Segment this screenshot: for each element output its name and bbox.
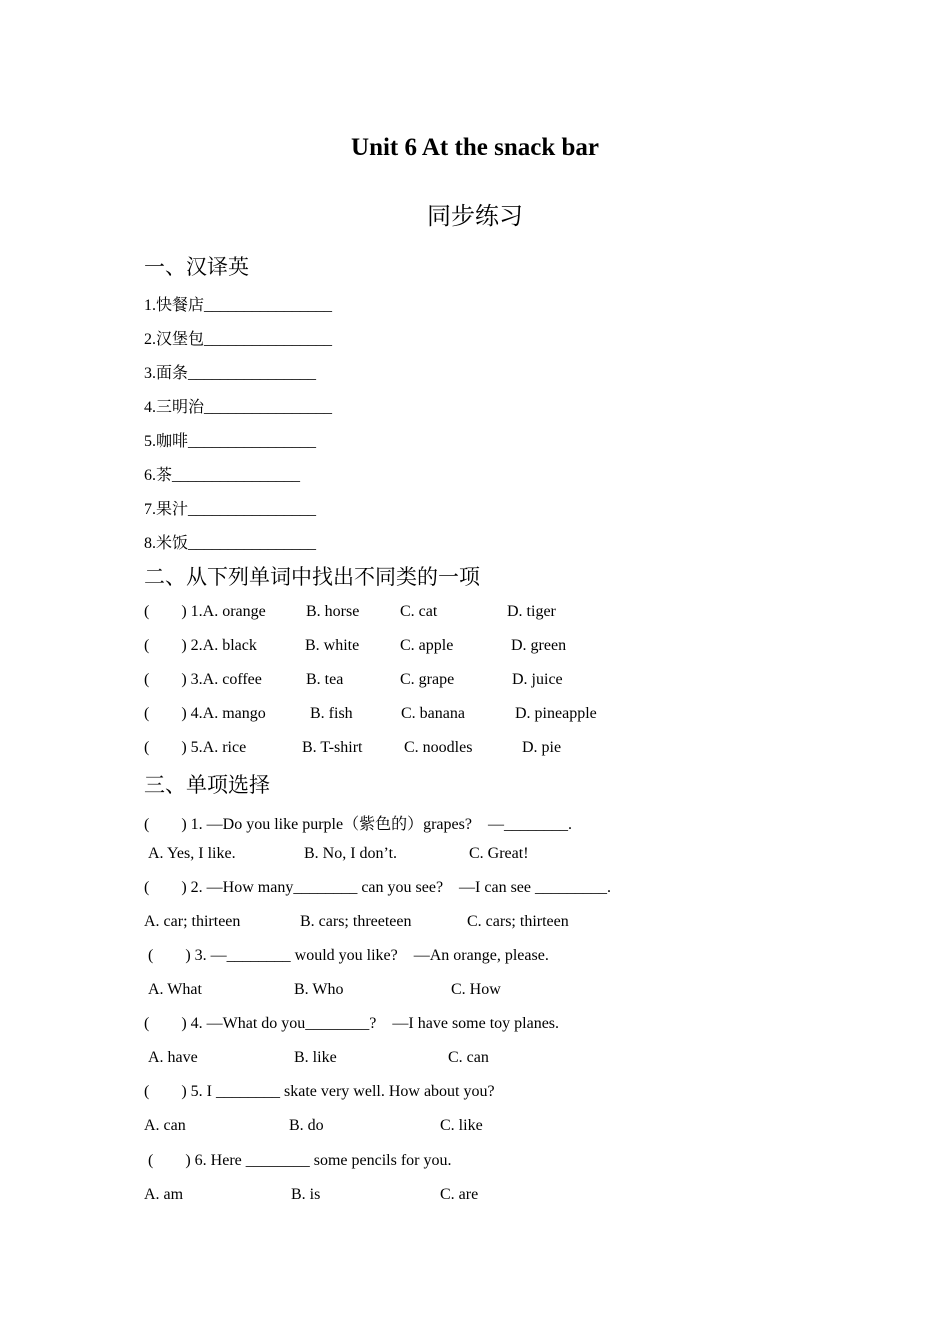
option-c: C. can — [448, 1049, 489, 1066]
option-b: B. cars; threeteen — [300, 913, 412, 930]
option-a: A. can — [144, 1117, 186, 1134]
option-c: C. grape — [400, 671, 455, 688]
option-b: B. white — [305, 637, 360, 654]
option-c: C. apple — [400, 637, 454, 654]
option-b: B. is — [291, 1186, 321, 1203]
odd-one-out-question: ( ) 2.A. black — [144, 637, 257, 654]
section2-heading: 二、从下列单词中找出不同类的一项 — [144, 565, 480, 589]
option-c: C. How — [451, 981, 501, 998]
option-a: A. What — [148, 981, 202, 998]
option-c: C. banana — [401, 705, 465, 722]
translation-item: 1.快餐店________________ — [144, 297, 333, 314]
section3-heading: 三、单项选择 — [144, 773, 270, 797]
option-d: D. juice — [512, 671, 563, 688]
page-title: Unit 6 At the snack bar — [351, 134, 599, 161]
option-a: A. am — [144, 1186, 184, 1203]
translation-item: 7.果汁________________ — [144, 501, 317, 518]
option-c: C. noodles — [404, 739, 473, 756]
option-b: B. do — [289, 1117, 324, 1134]
option-b: B. fish — [310, 705, 353, 722]
translation-item: 8.米饭________________ — [144, 535, 317, 552]
choice-question: ( ) 3. —________ would you like? —An orange, please. — [148, 947, 549, 964]
odd-one-out-question: ( ) 4.A. mango — [144, 705, 266, 722]
translation-item: 2.汉堡包________________ — [144, 331, 333, 348]
translation-item: 4.三明治________________ — [144, 399, 333, 416]
translation-item: 6.茶________________ — [144, 467, 301, 484]
choice-question: ( ) 4. —What do you________? —I have some toy planes. — [144, 1015, 560, 1032]
choice-question: ( ) 6. Here ________ some pencils for you. — [148, 1152, 452, 1169]
page-subtitle: 同步练习 — [427, 202, 523, 230]
choice-question: ( ) 1. —Do you like purple（紫色的）grapes? —________. — [144, 816, 572, 833]
option-b: B. like — [294, 1049, 337, 1066]
choice-question: ( ) 2. —How many________ can you see? —I can see _________. — [144, 879, 612, 896]
option-d: D. pie — [522, 739, 562, 756]
option-c: C. cars; thirteen — [467, 913, 569, 930]
option-a: A. car; thirteen — [144, 913, 241, 930]
option-b: B. horse — [306, 603, 360, 620]
option-b: B. Who — [294, 981, 344, 998]
option-d: D. pineapple — [515, 705, 597, 722]
translation-item: 3.面条________________ — [144, 365, 317, 382]
option-d: D. tiger — [507, 603, 556, 620]
option-b: B. tea — [306, 671, 344, 688]
option-c: C. like — [440, 1117, 483, 1134]
section1-heading: 一、汉译英 — [144, 255, 249, 279]
option-b: B. T-shirt — [302, 739, 363, 756]
option-a: A. Yes, I like. — [148, 845, 236, 862]
option-a: A. have — [148, 1049, 198, 1066]
option-c: C. Great! — [469, 845, 529, 862]
odd-one-out-question: ( ) 3.A. coffee — [144, 671, 262, 688]
option-c: C. are — [440, 1186, 479, 1203]
choice-question: ( ) 5. I ________ skate very well. How about you? — [144, 1083, 495, 1100]
option-c: C. cat — [400, 603, 438, 620]
odd-one-out-question: ( ) 1.A. orange — [144, 603, 266, 620]
option-b: B. No, I don’t. — [304, 845, 398, 862]
option-d: D. green — [511, 637, 567, 654]
odd-one-out-question: ( ) 5.A. rice — [144, 739, 247, 756]
translation-item: 5.咖啡________________ — [144, 433, 317, 450]
